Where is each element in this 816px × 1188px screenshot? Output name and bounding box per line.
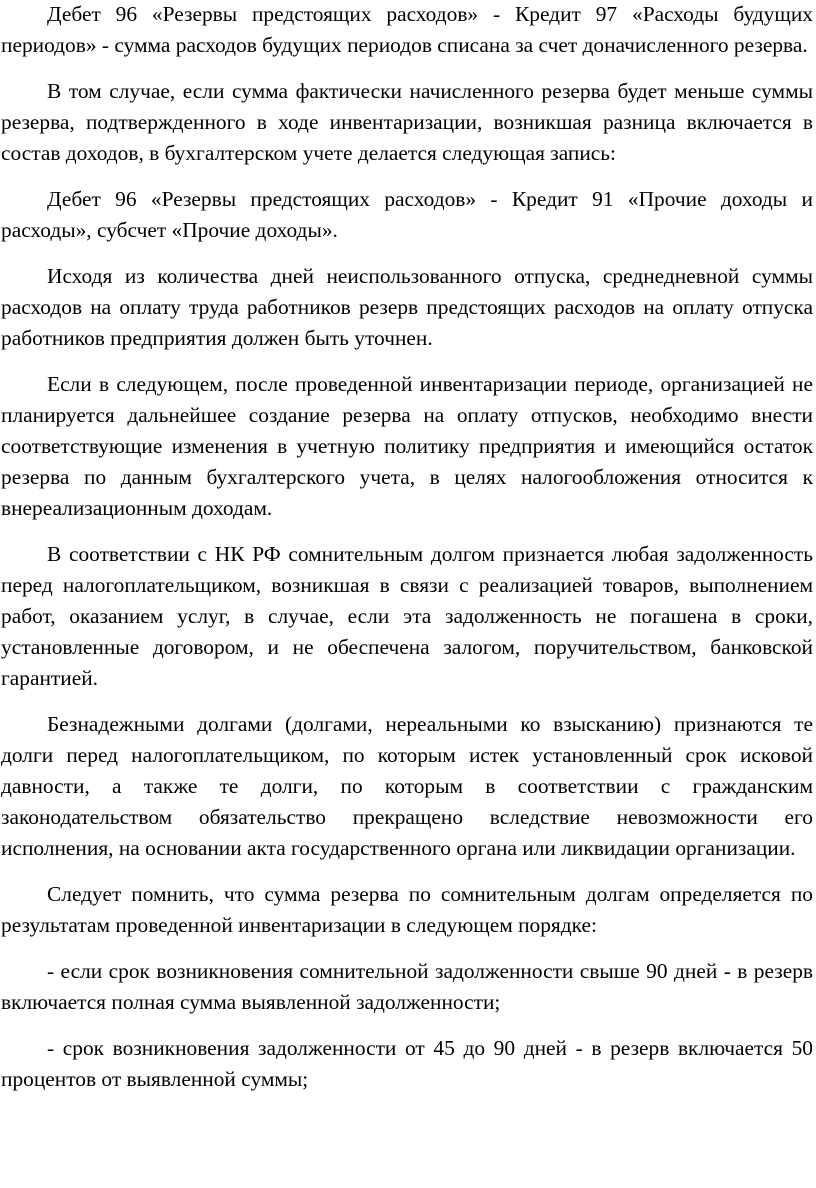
list-item-over-90-days: - если срок возникновения сомнительной задолженности свыше 90 дней - в резерв включается полная сумма выявленной задолженности;: [1, 959, 813, 1014]
paragraph-doubtful-debt: В соответствии с НК РФ сомнительным долгом признается любая задолженность перед налогоплательщиком, возникшая в связи с реализацией товаров, выполнением работ, оказанием услуг, в случае, если эта задолженность не погашена в сроки, установленные договором, и не обеспечена залогом, поручительством, банковской гарантией.: [1, 542, 813, 690]
paragraph-bad-debts: Безнадежными долгами (долгами, нереальными ко взысканию) признаются те долги перед налогоплательщиком, по которым истек установленный срок исковой давности, а также те долги, по которым в соответствии с гражданским законодательством обязательство прекращено вследствие невозможности его исполнения, на основании акта государственного органа или ликвидации организации.: [1, 712, 813, 860]
paragraph-reserve-order: Следует помнить, что сумма резерва по сомнительным долгам определяется по результатам проведенной инвентаризации в следующем порядке:: [1, 882, 813, 937]
paragraph-accounting-policy: Если в следующем, после проведенной инвентаризации периоде, организацией не планируется дальнейшее создание резерва на оплату отпусков, необходимо внести соответствующие изменения в учетную политику предприятия и имеющийся остаток резерва по данным бухгалтерского учета, в целях налогообложения относится к внереализационным доходам.: [1, 372, 813, 520]
paragraph-reserve-difference: В том случае, если сумма фактически начисленного резерва будет меньше суммы резерва, подтвержденного в ходе инвентаризации, возникшая разница включается в состав доходов, в бухгалтерском учете делается следующая запись:: [1, 79, 813, 165]
list-item-45-to-90-days: - срок возникновения задолженности от 45 до 90 дней - в резерв включается 50 процентов от выявленной суммы;: [1, 1036, 813, 1091]
paragraph-debit-96-credit-91: Дебет 96 «Резервы предстоящих расходов» - Кредит 91 «Прочие доходы и расходы», субсчет «Прочие доходы».: [1, 187, 813, 242]
paragraph-vacation-days: Исходя из количества дней неиспользованного отпуска, среднедневной суммы расходов на оплату труда работников резерв предстоящих расходов на оплату отпуска работников предприятия должен быть уточнен.: [1, 264, 813, 350]
paragraph-debit-96-credit-97: Дебет 96 «Резервы предстоящих расходов» - Кредит 97 «Расходы будущих периодов» - сумма расходов будущих периодов списана за счет доначисленного резерва.: [1, 2, 813, 57]
